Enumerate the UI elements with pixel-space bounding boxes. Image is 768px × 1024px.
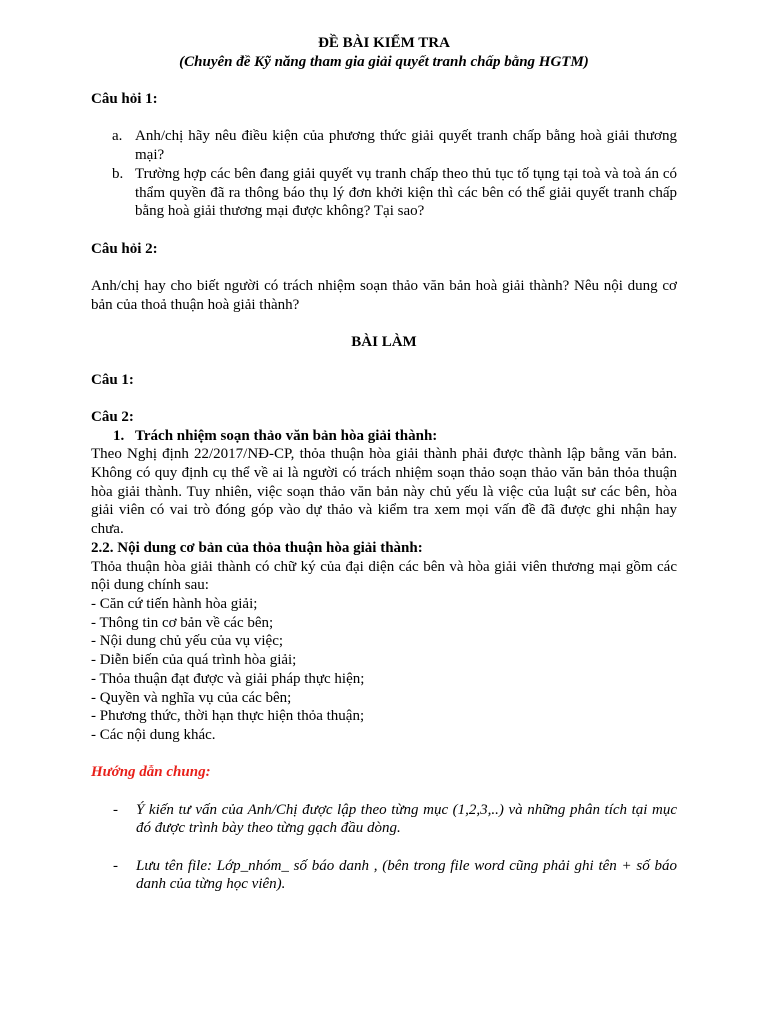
list-item: - Thỏa thuận đạt được và giải pháp thực hiện; [91, 670, 365, 687]
list-item: - Quyền và nghĩa vụ của các bên; [91, 689, 292, 706]
spacer [91, 389, 677, 408]
answer1-heading: Câu 1: [91, 371, 134, 388]
spacer [91, 314, 677, 333]
list-marker: a. [112, 128, 123, 145]
guide-item-text: Lưu tên file: Lớp_nhóm_ số báo danh , (bên trong file word cũng phải ghi tên + số báo danh của từng học viên). [136, 857, 677, 893]
dash-marker: - [113, 801, 118, 818]
question1-item-text: Trường hợp các bên đang giải quyết vụ tranh chấp theo thủ tục tố tụng tại toà và toà án có thẩm quyền đã ra thông báo thụ lý đơn khởi kiện thì các bên có thể giải quyết tranh chấp bằng hoà giải thương mại được không? Tại sao? [135, 165, 677, 220]
spacer [91, 71, 677, 90]
list-item: - Các nội dung khác. [91, 726, 216, 743]
spacer [91, 258, 677, 277]
question1-item-b [91, 165, 677, 221]
spacer [91, 109, 677, 128]
section2-intro: Thỏa thuận hòa giải thành có chữ ký của đại diện các bên và hòa giải viên thương mại gồm các nội dung chính sau: [91, 558, 677, 594]
list-marker: b. [112, 165, 124, 182]
question2-heading: Câu hỏi 2: [91, 240, 158, 257]
section1-title: Trách nhiệm soạn thảo văn bản hòa giải thành: [135, 427, 438, 444]
guide-heading: Hướng dẫn chung: [91, 764, 211, 781]
spacer [91, 782, 677, 801]
exam-title: ĐỀ BÀI KIỂM TRA [318, 35, 450, 51]
section1-number: 1. [113, 427, 125, 444]
spacer [91, 838, 677, 857]
exam-subtitle: (Chuyên đề Kỹ năng tham gia giải quyết tranh chấp bằng HGTM) [179, 53, 589, 70]
guide-item-text: Ý kiến tư vấn của Anh/Chị được lập theo từng mục (1,2,3,..) và những phân tích tại mục đó được trình bày theo từng gạch đầu dòng. [136, 801, 677, 837]
answer-heading: BÀI LÀM [351, 334, 417, 351]
list-item: - Phương thức, thời hạn thực hiện thỏa thuận; [91, 708, 365, 725]
spacer [91, 221, 677, 240]
spacer [91, 745, 677, 764]
question2-text: Anh/chị hay cho biết người có trách nhiệm soạn thảo văn bản hoà giải thành? Nêu nội dung cơ bản của thoả thuận hoà giải thành? [91, 278, 677, 313]
question1-heading: Câu hỏi 1: [91, 91, 158, 108]
document-page [91, 34, 677, 894]
spacer [91, 352, 677, 371]
section1-text: Theo Nghị định 22/2017/NĐ-CP, thỏa thuận hòa giải thành phải được thành lập bằng văn bản. Không có quy định cụ thể về ai là người có trách nhiệm soạn thảo soạn thảo văn bản thỏa thuận hòa giải thành. Tuy nhiên, việc soạn thảo văn bản này chủ yếu là việc của luật sư các bên, hòa giải viên có vai trò đóng góp vào dự thảo và kiểm tra xem mọi vấn đề đã được ghi nhận hay chưa. [91, 446, 677, 538]
section2-list [91, 595, 677, 745]
question1-item-text: Anh/chị hãy nêu điều kiện của phương thức giải quyết tranh chấp bằng hoà giải thương mại? [135, 128, 677, 164]
answer2-heading: Câu 2: [91, 408, 134, 425]
guide-item-1 [91, 801, 677, 838]
question1-list [91, 127, 677, 221]
guide-item-2 [91, 857, 677, 894]
section2-title: 2.2. Nội dung cơ bản của thỏa thuận hòa giải thành: [91, 539, 423, 556]
question1-item-a [91, 127, 677, 164]
dash-marker: - [113, 857, 118, 874]
list-item: - Căn cứ tiến hành hòa giải; [91, 595, 258, 612]
list-item: - Nội dung chủ yếu của vụ việc; [91, 633, 284, 650]
section1-heading [91, 427, 677, 446]
list-item: - Thông tin cơ bản về các bên; [91, 614, 274, 631]
list-item: - Diễn biến của quá trình hòa giải; [91, 652, 297, 669]
